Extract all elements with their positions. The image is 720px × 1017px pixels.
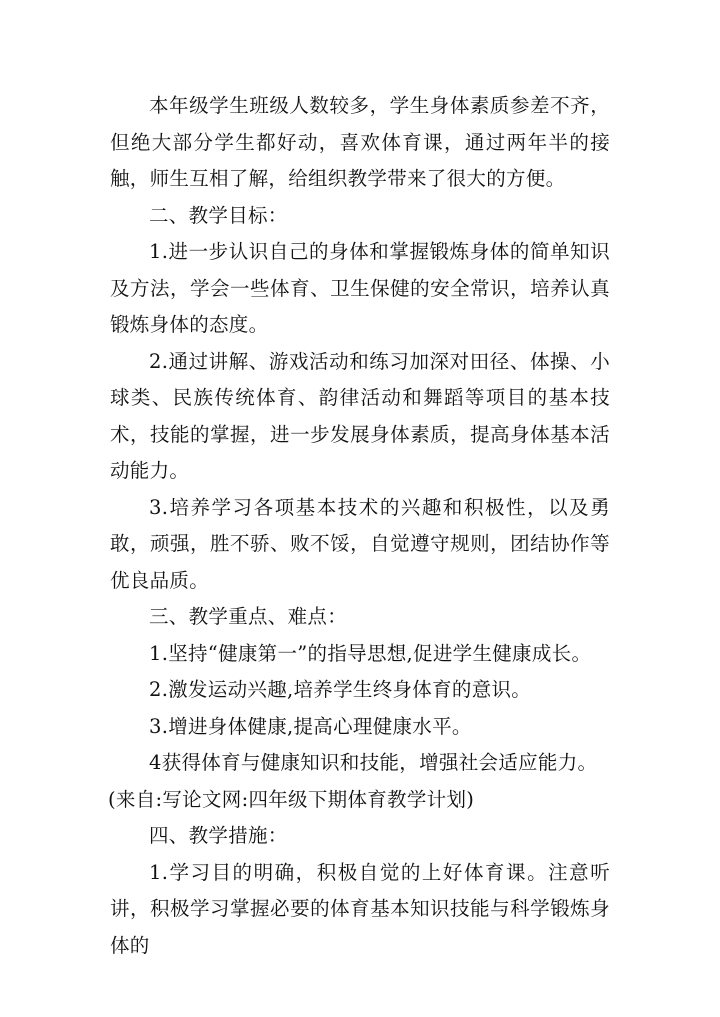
paragraph-goal-3: 3.培养学习各项基本技术的兴趣和积极性，以及勇敢，顽强，胜不骄、败不馁，自觉遵守规则，团结协作等优良品质。 [110, 495, 610, 592]
heading-key-points: 三、教学重点、难点： [149, 605, 348, 628]
paragraph-goal-2: 2.通过讲解、游戏活动和练习加深对田径、体操、小球类、民族传统体育、韵律活动和舞蹈等项目的基本技术，技能的掌握，进一步发展身体素质，提高身体基本活动能力。 [110, 349, 610, 482]
heading-teaching-measures: 四、教学措施： [149, 824, 288, 847]
source-note: (来自:写论文网:四年级下期体育教学计划) [108, 787, 475, 811]
paragraph-key-point-1: 1.坚持“健康第一”的指导思想,促进学生健康成长。 [149, 641, 592, 665]
document-page [110, 88, 610, 964]
paragraph-measure-1: 1.学习目的明确，积极自觉的上好体育课。注意听讲，积极学习掌握必要的体育基本知识技能与科学锻炼身体的 [110, 860, 610, 957]
paragraph-key-point-4: 4获得体育与健康知识和技能，增强社会适应能力。 [149, 751, 598, 774]
paragraph-class-overview: 本年级学生班级人数较多，学生身体素质参差不齐，但绝大部分学生都好动，喜欢体育课，通过两年半的接触，师生互相了解，给组织教学带来了很大的方便。 [110, 94, 610, 190]
paragraph-key-point-2: 2.激发运动兴趣,培养学生终身体育的意识。 [149, 678, 532, 701]
heading-teaching-goals: 二、教学目标： [149, 203, 288, 227]
paragraph-key-point-3: 3.增进身体健康,提高心理健康水平。 [149, 714, 472, 738]
paragraph-goal-1: 1.进一步认识自己的身体和掌握锻炼身体的简单知识及方法，学会一些体育、卫生保健的安全常识，培养认真锻炼身体的态度。 [110, 240, 610, 336]
